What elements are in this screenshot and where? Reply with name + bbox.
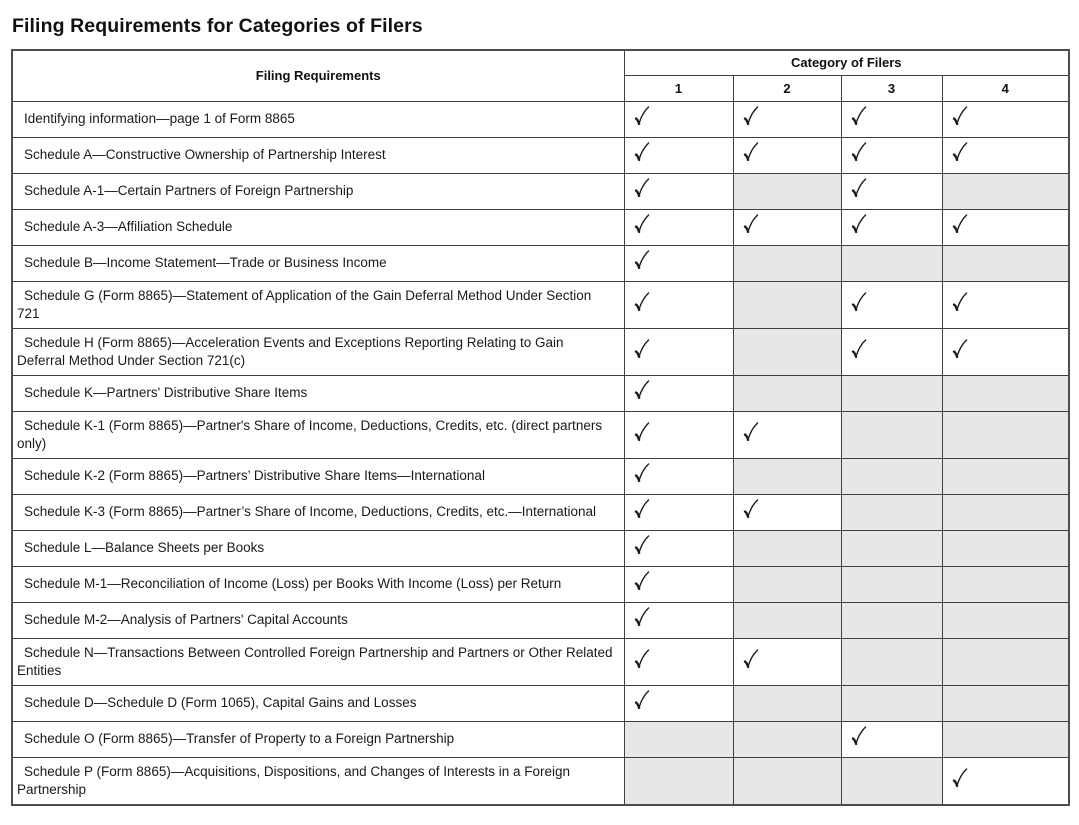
check-icon xyxy=(634,380,651,401)
check-cell xyxy=(841,209,942,245)
row-label: Schedule N—Transactions Between Controlled Foreign Partnership and Partners or Other Related Entities xyxy=(12,638,624,685)
check-cell xyxy=(733,101,841,137)
check-cell xyxy=(624,101,733,137)
check-icon xyxy=(952,292,969,313)
check-cell xyxy=(942,137,1069,173)
empty-cell xyxy=(733,566,841,602)
empty-cell xyxy=(841,685,942,721)
empty-cell xyxy=(942,458,1069,494)
check-cell xyxy=(624,685,733,721)
category-column-1: 1 xyxy=(624,75,733,101)
empty-cell xyxy=(942,245,1069,281)
check-cell xyxy=(942,281,1069,328)
check-icon xyxy=(634,250,651,271)
row-label: Schedule P (Form 8865)—Acquisitions, Dispositions, and Changes of Interests in a Foreign Partnership xyxy=(12,757,624,805)
row-label: Schedule K—Partners' Distributive Share Items xyxy=(12,375,624,411)
empty-cell xyxy=(624,757,733,805)
empty-cell xyxy=(841,494,942,530)
empty-cell xyxy=(733,173,841,209)
empty-cell xyxy=(733,721,841,757)
check-icon xyxy=(743,422,760,443)
row-label: Schedule K-1 (Form 8865)—Partner's Share of Income, Deductions, Credits, etc. (direct partners only) xyxy=(12,411,624,458)
check-cell xyxy=(624,638,733,685)
check-cell xyxy=(624,458,733,494)
check-cell xyxy=(624,375,733,411)
row-label: Schedule O (Form 8865)—Transfer of Property to a Foreign Partnership xyxy=(12,721,624,757)
check-icon xyxy=(634,690,651,711)
empty-cell xyxy=(942,638,1069,685)
check-icon xyxy=(634,535,651,556)
empty-cell xyxy=(942,173,1069,209)
row-label: Schedule B—Income Statement—Trade or Business Income xyxy=(12,245,624,281)
empty-cell xyxy=(942,530,1069,566)
row-label: Schedule A-3—Affiliation Schedule xyxy=(12,209,624,245)
check-icon xyxy=(952,339,969,360)
check-icon xyxy=(634,571,651,592)
empty-cell xyxy=(942,566,1069,602)
empty-cell xyxy=(942,685,1069,721)
category-column-3: 3 xyxy=(841,75,942,101)
check-cell xyxy=(624,566,733,602)
check-cell xyxy=(624,281,733,328)
check-cell xyxy=(841,137,942,173)
row-label: Schedule A-1—Certain Partners of Foreign Partnership xyxy=(12,173,624,209)
empty-cell xyxy=(733,685,841,721)
check-icon xyxy=(634,106,651,127)
check-icon xyxy=(634,339,651,360)
check-icon xyxy=(851,292,868,313)
empty-cell xyxy=(841,638,942,685)
check-icon xyxy=(952,768,969,789)
check-icon xyxy=(634,178,651,199)
empty-cell xyxy=(733,281,841,328)
empty-cell xyxy=(942,721,1069,757)
row-label: Schedule H (Form 8865)—Acceleration Events and Exceptions Reporting Relating to Gain Deferral Method Under Section 721(c) xyxy=(12,328,624,375)
check-icon xyxy=(851,339,868,360)
table-row xyxy=(12,245,1069,281)
check-icon xyxy=(634,422,651,443)
row-label: Schedule M-1—Reconciliation of Income (Loss) per Books With Income (Loss) per Return xyxy=(12,566,624,602)
check-icon xyxy=(851,142,868,163)
empty-cell xyxy=(733,328,841,375)
check-cell xyxy=(733,411,841,458)
check-icon xyxy=(952,214,969,235)
check-icon xyxy=(952,106,969,127)
check-icon xyxy=(851,726,868,747)
empty-cell xyxy=(624,721,733,757)
check-cell xyxy=(942,209,1069,245)
check-icon xyxy=(743,214,760,235)
table-row xyxy=(12,173,1069,209)
table-row xyxy=(12,375,1069,411)
table-row xyxy=(12,757,1069,805)
empty-cell xyxy=(841,566,942,602)
empty-cell xyxy=(942,494,1069,530)
row-label: Schedule K-2 (Form 8865)—Partners’ Distributive Share Items—International xyxy=(12,458,624,494)
check-cell xyxy=(624,530,733,566)
check-icon xyxy=(634,499,651,520)
check-cell xyxy=(841,721,942,757)
table-row xyxy=(12,494,1069,530)
check-cell xyxy=(624,209,733,245)
empty-cell xyxy=(733,530,841,566)
check-cell xyxy=(942,328,1069,375)
row-label: Schedule D—Schedule D (Form 1065), Capital Gains and Losses xyxy=(12,685,624,721)
check-cell xyxy=(942,101,1069,137)
check-icon xyxy=(851,178,868,199)
check-icon xyxy=(851,214,868,235)
table-row xyxy=(12,101,1069,137)
row-label: Schedule M-2—Analysis of Partners' Capital Accounts xyxy=(12,602,624,638)
empty-cell xyxy=(841,245,942,281)
table-row xyxy=(12,566,1069,602)
category-column-2: 2 xyxy=(733,75,841,101)
filing-requirements-header: Filing Requirements xyxy=(12,50,624,101)
check-icon xyxy=(743,106,760,127)
empty-cell xyxy=(733,458,841,494)
empty-cell xyxy=(733,757,841,805)
check-icon xyxy=(634,463,651,484)
check-cell xyxy=(841,328,942,375)
empty-cell xyxy=(733,375,841,411)
empty-cell xyxy=(841,375,942,411)
filing-requirements-table xyxy=(11,49,1070,806)
empty-cell xyxy=(733,245,841,281)
check-icon xyxy=(743,142,760,163)
check-cell xyxy=(733,137,841,173)
table-row xyxy=(12,328,1069,375)
check-cell xyxy=(841,281,942,328)
row-label: Schedule G (Form 8865)—Statement of Application of the Gain Deferral Method Under Section 721 xyxy=(12,281,624,328)
empty-cell xyxy=(841,411,942,458)
row-label: Schedule K-3 (Form 8865)—Partner’s Share of Income, Deductions, Credits, etc.—International xyxy=(12,494,624,530)
check-cell xyxy=(841,101,942,137)
check-icon xyxy=(743,499,760,520)
table-row xyxy=(12,137,1069,173)
category-of-filers-header: Category of Filers xyxy=(624,50,1069,75)
table-row xyxy=(12,281,1069,328)
check-icon xyxy=(952,142,969,163)
check-cell xyxy=(733,209,841,245)
check-icon xyxy=(634,649,651,670)
table-row xyxy=(12,411,1069,458)
table-header xyxy=(12,50,1069,101)
table-row xyxy=(12,721,1069,757)
check-cell xyxy=(624,602,733,638)
check-icon xyxy=(634,214,651,235)
row-label: Identifying information—page 1 of Form 8865 xyxy=(12,101,624,137)
table-row xyxy=(12,638,1069,685)
empty-cell xyxy=(733,602,841,638)
check-icon xyxy=(851,106,868,127)
check-cell xyxy=(624,137,733,173)
table-row xyxy=(12,602,1069,638)
empty-cell xyxy=(841,530,942,566)
empty-cell xyxy=(841,458,942,494)
row-label: Schedule A—Constructive Ownership of Partnership Interest xyxy=(12,137,624,173)
check-cell xyxy=(624,173,733,209)
table-row xyxy=(12,685,1069,721)
check-icon xyxy=(743,649,760,670)
empty-cell xyxy=(942,411,1069,458)
check-cell xyxy=(624,245,733,281)
page-title: Filing Requirements for Categories of Filers xyxy=(12,15,423,37)
table-row xyxy=(12,458,1069,494)
table-row xyxy=(12,530,1069,566)
check-cell xyxy=(733,494,841,530)
empty-cell xyxy=(942,375,1069,411)
category-column-4: 4 xyxy=(942,75,1069,101)
check-icon xyxy=(634,142,651,163)
table-body xyxy=(12,101,1069,805)
empty-cell xyxy=(841,602,942,638)
check-icon xyxy=(634,607,651,628)
check-cell xyxy=(942,757,1069,805)
table-row xyxy=(12,209,1069,245)
check-cell xyxy=(841,173,942,209)
check-cell xyxy=(733,638,841,685)
empty-cell xyxy=(942,602,1069,638)
check-cell xyxy=(624,411,733,458)
check-cell xyxy=(624,494,733,530)
check-cell xyxy=(624,328,733,375)
empty-cell xyxy=(841,757,942,805)
row-label: Schedule L—Balance Sheets per Books xyxy=(12,530,624,566)
check-icon xyxy=(634,292,651,313)
